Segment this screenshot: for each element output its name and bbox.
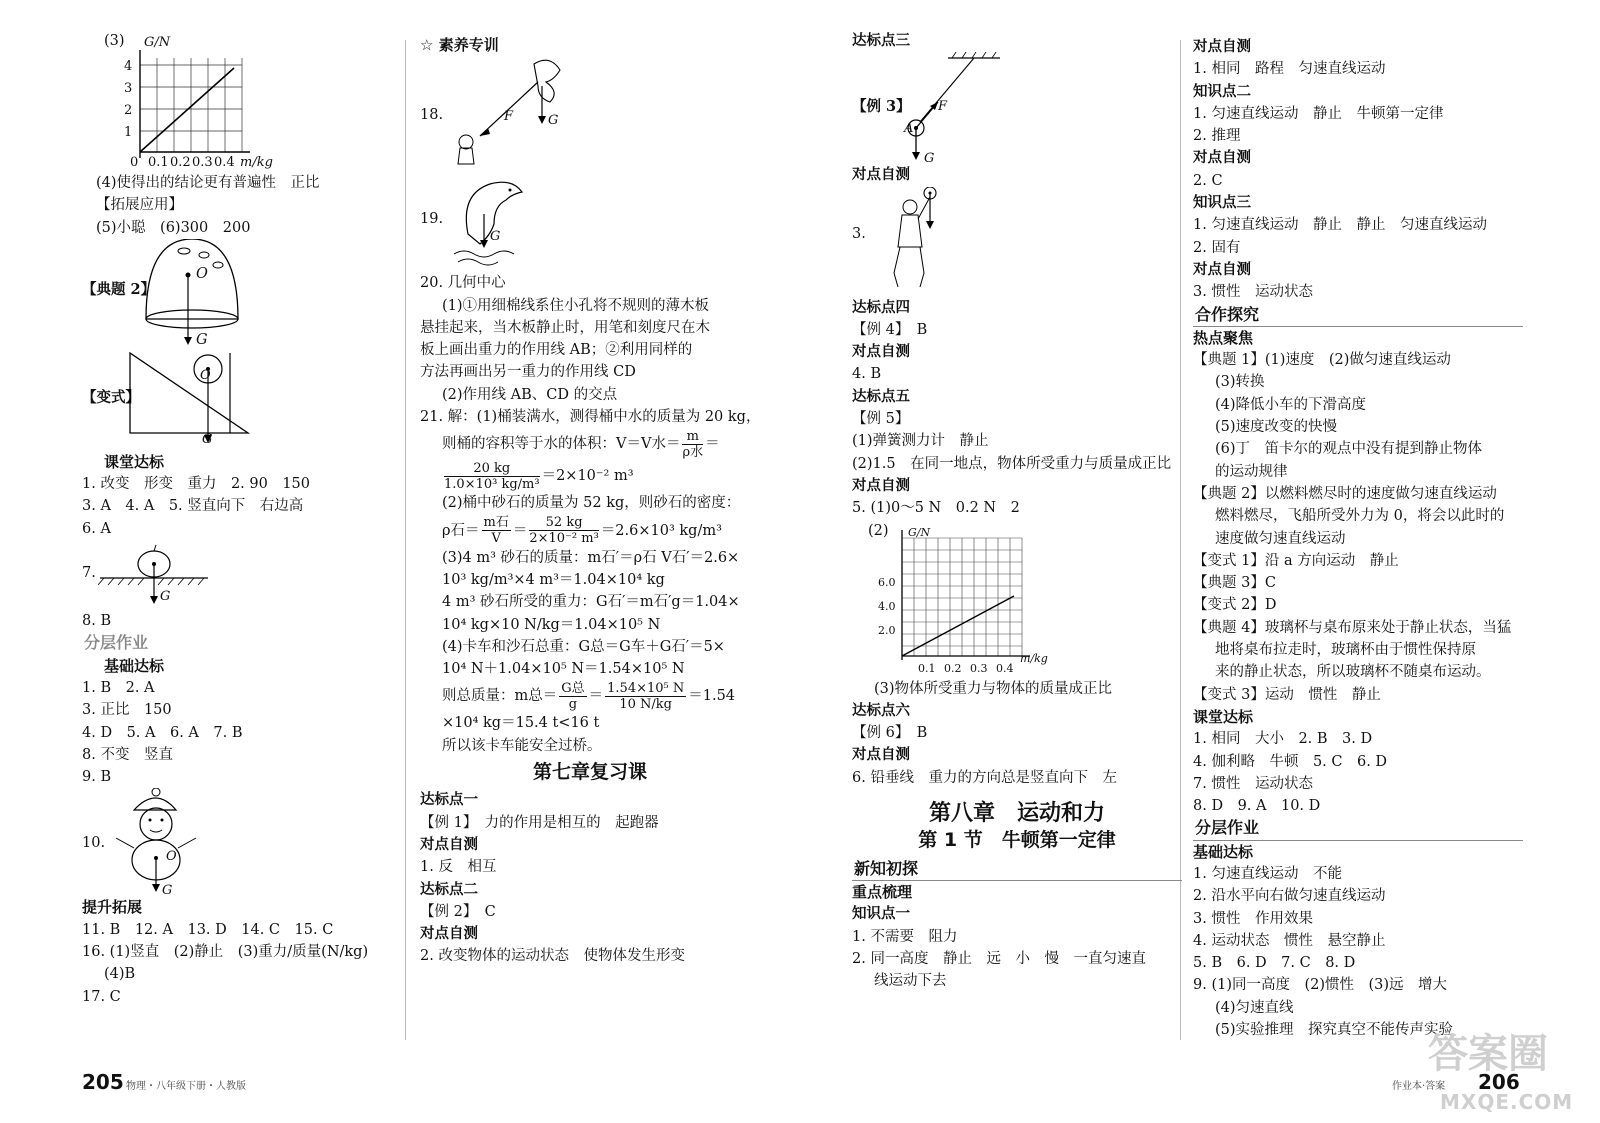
fraction [482,515,511,546]
force-g-label: G [490,229,501,245]
force-f-label: F [504,109,514,125]
heading-fenceng: 分层作业 [1193,817,1523,840]
formula-text: ρ石＝ [442,522,480,539]
answer-line: 3. 正比 150 [82,702,172,719]
answer-line: 9. B [82,769,112,786]
column-1 [82,30,372,1008]
answer-line: 2. 固有 [1193,239,1241,256]
point-o-label: O [196,265,208,282]
answer-line: 10⁴ N＋1.04×10⁵ N＝1.54×10⁵ N [442,661,685,678]
heading-zhishidian: 知识点三 [1193,194,1251,212]
answer-line: 6. 铅垂线 重力的方向总是竖直向下 左 [852,769,1117,786]
answer-line: 21. 解：(1)桶装满水，测得桶中水的质量为 20 kg， [420,409,761,426]
heading-tisheng: 提升拓展 [82,898,143,917]
heading-redian: 热点聚焦 [1193,328,1254,347]
answer-line: 4. B [852,366,882,383]
x-tick: 0.3 [970,661,988,675]
answer-line: 9. (1)同一高度 (2)惯性 (3)远 增大 [1193,977,1448,994]
answer-line: (3)转换 [1215,374,1265,391]
numerator: m石 [483,515,509,531]
denominator: ρ水 [682,444,704,460]
answer-line: 8. D 9. A 10. D [1193,798,1321,815]
denominator: 1.0×10³ kg/m³ [444,476,540,492]
answer-line: (5)小聪 (6)300 200 [96,219,251,236]
force-g-label: G [196,331,208,348]
label-example: 【例 3】 [852,98,911,116]
heading-jichu: 基础达标 [1193,842,1254,861]
footer-left-text: 物理・八年级下册・人教版 [126,1081,246,1092]
answer-line: 2. 同一高度 静止 远 小 慢 一直匀速直 [852,950,1146,967]
heading-suyang [420,34,760,56]
answer-line: 线运动下去 [874,973,947,990]
answer-line: 8. B [82,613,112,630]
answer-line: 速度做匀速直线运动 [1215,530,1346,547]
apple-figure [82,540,372,610]
formula-text: ＝2×10⁻² m³ [541,468,634,485]
heading-duidian: 对点自测 [852,476,910,494]
answer-line: 3. 惯性 运动状态 [1193,284,1313,301]
y-tick: 3 [124,81,133,96]
fraction [529,515,598,546]
answer-line: 7. [82,565,96,582]
answer-line: 1. 不需要 阻力 [852,928,958,945]
label-dianti2: 【典题 2】 [82,280,156,298]
numerator: G总 [561,680,585,696]
heading-dabiao: 达标点二 [420,880,478,898]
y-tick: 6.0 [878,575,896,589]
answer-line: (4)匀速直线 [1215,999,1294,1016]
footer-right-text: 作业本·答案 [1392,1081,1446,1092]
heading-duidian: 对点自测 [852,343,910,361]
answer-line: 10⁴ kg×10 N/kg＝1.04×10⁵ N [442,616,661,633]
graph-label: (3) [104,33,125,49]
page-number-left: 205 [82,1070,124,1094]
answer-line: 2. 沿水平向右做匀速直线运动 [1193,888,1386,905]
kite-figure [420,56,760,174]
snowman-figure [82,788,372,899]
answer-line: 板上画出重力的作用线 AB；②利用同样的 [420,342,693,359]
heading-zhishidian: 知识点二 [1193,82,1251,100]
heading-duidian: 对点自测 [1193,149,1251,167]
answer-line: 8. 不变 竖直 [82,746,173,763]
graph-gm-1 [82,30,372,172]
answer-line: 悬挂起来，当木板静止时，用笔和刻度尺在木 [420,319,710,336]
point-a-label: A [904,121,914,137]
question-number: 3. [852,225,866,242]
fraction [682,429,703,460]
fraction [559,681,586,712]
heading-hezuo: 合作探究 [1193,304,1523,327]
heading-duidian: 对点自测 [1193,260,1251,278]
x-tick: 0.4 [996,661,1014,675]
formula-line [420,460,760,492]
watermark-url: MXQE.COM [1440,1090,1574,1114]
answer-line: 2. C [1193,172,1223,189]
answer-line: 来的静止状态，所以玻璃杯不随桌布运动。 [1215,664,1491,681]
answer-line: (4)降低小车的下滑高度 [1215,396,1367,413]
incline-ball-shape [126,347,326,447]
y-axis-label: G/N [908,525,931,539]
answer-line: 地将桌布拉走时，玻璃杯由于惯性保持原 [1215,642,1476,659]
heading-duidian: 对点自测 [1193,38,1251,55]
heading-duidian: 对点自测 [420,925,478,943]
heading-dabiao: 达标点五 [852,387,910,405]
answer-line: 1. 反 相互 [420,859,497,876]
answer-line: 【例 6】 B [852,725,928,742]
answer-line: (3)物体所受重力与物体的质量成正比 [874,680,1113,697]
x-tick: 0.4 [214,155,235,170]
answer-line: 1. B 2. A [82,679,155,696]
heading-duidian: 对点自测 [420,835,478,853]
formula-line: ρ石＝ $\frac{\text{m石}}{V}$ ＝ $\frac{52 kg}{\text{2×10⁻² m³}}$ ＝2.6×10³ kg/m³ [442,515,722,547]
answer-line: (3)4 m³ 砂石的质量：m石′＝ρ石 V石′＝2.6× [442,549,740,566]
heading-zhongdian: 重点梳理 [852,882,913,901]
incline-figure [82,347,372,447]
answer-line: 【变式 1】沿 a 方向运动 静止 [1193,552,1399,569]
chapter-review-title: 第七章复习课 [532,761,647,784]
answer-line: 【典题 3】C [1193,575,1276,592]
answer-line: 7. 惯性 运动状态 [1193,775,1313,792]
fraction [444,461,540,492]
answer-line: (4)卡车和沙石总重：G总＝G车＋G石′＝5× [442,638,725,655]
heading-jichu: 基础达标 [104,656,165,675]
answer-line: 3. 惯性 作用效果 [1193,910,1313,927]
answer-line: (4)使得出的结论更有普遍性 正比 [96,175,320,191]
heading-duidian: 对点自测 [852,166,910,184]
answer-line: (1)①用细棉线系住小孔将不规则的薄木板 [442,297,710,314]
force-g-label: G [162,883,173,899]
answer-line: 2. 推理 [1193,128,1241,145]
answer-line: 燃料燃尽，飞船所受外力为 0，将会以此时的 [1215,508,1505,525]
answer-line: 【典题 2】以燃料燃尽时的速度做匀速直线运动 [1193,485,1497,502]
heading-fenceng: 分层作业 [84,633,149,653]
answer-line: 1. 匀速直线运动 静止 静止 匀速直线运动 [1193,217,1487,234]
numerator: m [682,429,703,445]
answer-line: 5. B 6. D 7. C 8. D [1193,955,1356,972]
answer-line: 16. (1)竖直 (2)静止 (3)重力/质量(N/kg) [82,944,369,961]
y-tick: 2 [124,103,133,118]
y-tick: 4 [124,59,133,74]
answer-line: 【典题 1】(1)速度 (2)做匀速直线运动 [1193,352,1451,369]
answer-line: 【例 4】 B [852,321,928,338]
answer-line: 4. 伽利略 牛顿 5. C 6. D [1193,753,1388,770]
formula-text: 则总质量：m总＝ [442,688,558,705]
answer-line: 【典题 4】玻璃杯与桌布原来处于静止状态，当猛 [1193,619,1512,636]
x-axis-label: m/kg [1020,651,1048,665]
y-tick: 1 [124,125,133,140]
formula-line: 则桶的容积等于水的体积：V＝V水＝ $\frac{m}{\text{ρ水}}$ ＝ [442,428,720,460]
x-tick: 0.2 [944,661,962,675]
apple-on-ground-shape [98,540,298,610]
denominator: 10 N/kg [619,696,673,712]
answer-line: 3. A 4. A 5. 竖直向下 右边高 [82,498,304,515]
answer-line: 1. 匀速直线运动 不能 [1193,865,1342,882]
graph-label: (2) [868,522,889,539]
question-number: 18. [420,107,444,124]
formula-text: ＝1.54 [688,688,736,705]
answer-line: (6)丁 笛卡尔的观点中没有提到静止物体 [1215,441,1483,458]
column-3 [852,30,1182,992]
answer-line: 的运动规律 [1215,463,1288,480]
answer-line: 5. (1)0～5 N 0.2 N 2 [852,500,1020,517]
heading-duidian: 对点自测 [852,746,910,764]
point-o-label: O [200,367,211,383]
numerator: 52 kg [529,515,598,531]
answer-line: 【例 1】 力的作用是相互的 起跑器 [420,814,659,831]
y-axis-label: G/N [144,35,171,50]
section-title: 第 1 节 牛顿第一定律 [918,829,1116,852]
answer-line: 【例 2】 C [420,903,496,920]
answer-line: 【变式 2】D [1193,597,1277,614]
hanging-ball-shape [892,52,1092,164]
answer-line: 1. 匀速直线运动 静止 牛顿第一定律 [1193,105,1444,122]
answer-line: (5)实验推理 探究真空不能传声实验 [1215,1022,1454,1039]
girl-ball-figure [852,187,1182,297]
point-o-label: O [166,849,177,865]
force-f-label: F [938,99,948,115]
dolphin-figure [420,174,760,272]
heading-ketang: 课堂达标 [1193,707,1254,726]
heading-xinzhi: 新知初探 [852,858,1182,881]
denominator: 2×10⁻² m³ [529,531,599,547]
answer-line: 1. 相同 路程 匀速直线运动 [1193,61,1386,78]
answer-line: 所以该卡车能安全过桥。 [442,737,602,754]
answer-line: 10³ kg/m³×4 m³＝1.04×10⁴ kg [442,571,665,588]
answer-line: 2. 改变物体的运动状态 使物体发生形变 [420,948,685,965]
force-g-label: G [924,151,935,167]
page-number-right: 206 [1478,1070,1520,1094]
hanging-ball-figure [852,52,1182,167]
dome-shape [132,239,332,347]
heading-dabiao: 达标点三 [852,32,910,49]
answer-line: 6. A [82,520,111,537]
girl-ball-shape [868,187,1068,297]
column-2 [420,30,760,968]
question-number: 19. [420,211,444,228]
watermark-logo: 答案圈 [1428,1031,1548,1077]
column-divider [405,40,406,1040]
numerator: 20 kg [444,461,540,477]
denominator: V [491,531,501,547]
heading-suyang-text: 素养专训 [438,36,499,54]
graph-gm-2 [852,520,1182,678]
answer-line: 4. 运动状态 惯性 悬空静止 [1193,932,1386,949]
x-tick: 0.2 [170,155,191,170]
star-icon: ☆ [420,36,434,54]
numerator: 1.54×10⁵ N [607,680,685,696]
chapter-title: 第八章 运动和力 [928,801,1105,827]
answer-line: 4. D 5. A 6. A 7. B [82,724,243,741]
snowman-shape [112,788,312,896]
answer-line: ×10⁴ kg＝15.4 t<16 t [442,715,600,732]
answer-line: 17. C [82,988,121,1005]
answer-line: 11. B 12. A 13. D 14. C 15. C [82,921,334,938]
heading-dabiao: 达标点一 [420,791,478,809]
x-tick: 0.3 [192,155,213,170]
label-bianshi: 【变式】 [82,388,140,406]
y-tick: 4.0 [878,599,896,613]
heading-dabiao: 达标点四 [852,298,910,316]
heading-ketang: 课堂达标 [104,452,165,471]
x-tick: 0 [130,155,139,170]
answer-line: 4 m³ 砂石所受的重力：G石′＝m石′g＝1.04× [442,594,740,611]
column-4 [1193,36,1523,1041]
heading-zhishidian: 知识点一 [852,905,910,923]
answer-line: 【例 5】 [852,411,910,428]
x-tick: 0.1 [148,155,169,170]
heading-dabiao: 达标点六 [852,701,910,719]
denominator: g [568,696,578,712]
force-g-label: G [160,589,171,605]
formula-text: 则桶的容积等于水的体积：V＝V水＝ [442,436,681,453]
dome-figure [82,239,372,347]
answer-line: (2)桶中砂石的质量为 52 kg，则砂石的密度： [442,495,741,512]
answer-line: (1)弹簧测力计 静止 [852,433,989,450]
answer-line: 【变式 3】运动 惯性 静止 [1193,686,1381,703]
heading-tuozhan: 【拓展应用】 [96,197,183,214]
x-axis-label: m/kg [240,155,273,170]
y-tick: 2.0 [878,623,896,637]
force-g-label: G [548,113,559,129]
formula-text: ＝2.6×10³ kg/m³ [600,522,722,539]
fraction [605,681,686,712]
answer-line: 1. 相同 大小 2. B 3. D [1193,731,1373,748]
formula-line: 则总质量：m总＝ $\frac{\text{G总}}{g}$ ＝ $\frac{\text{1.54×10⁵ N}}{10 N/kg}$ ＝1.54 [442,680,736,712]
dolphin-shape [450,174,650,272]
answer-line: 1. 改变 形变 重力 2. 90 150 [82,476,311,493]
force-g-label: G [202,431,213,447]
answer-line: (2)1.5 在同一地点，物体所受重力与质量成正比 [852,455,1172,472]
x-tick: 0.1 [918,661,936,675]
answer-line: (2)作用线 AB、CD 的交点 [442,386,618,403]
answer-line: (5)速度改变的快慢 [1215,419,1338,436]
answer-line: 10. [82,835,106,852]
answer-line: (4)B [104,966,136,983]
answer-line: 方法再画出另一重力的作用线 CD [420,364,636,381]
answer-line: 20. 几何中心 [420,275,506,292]
